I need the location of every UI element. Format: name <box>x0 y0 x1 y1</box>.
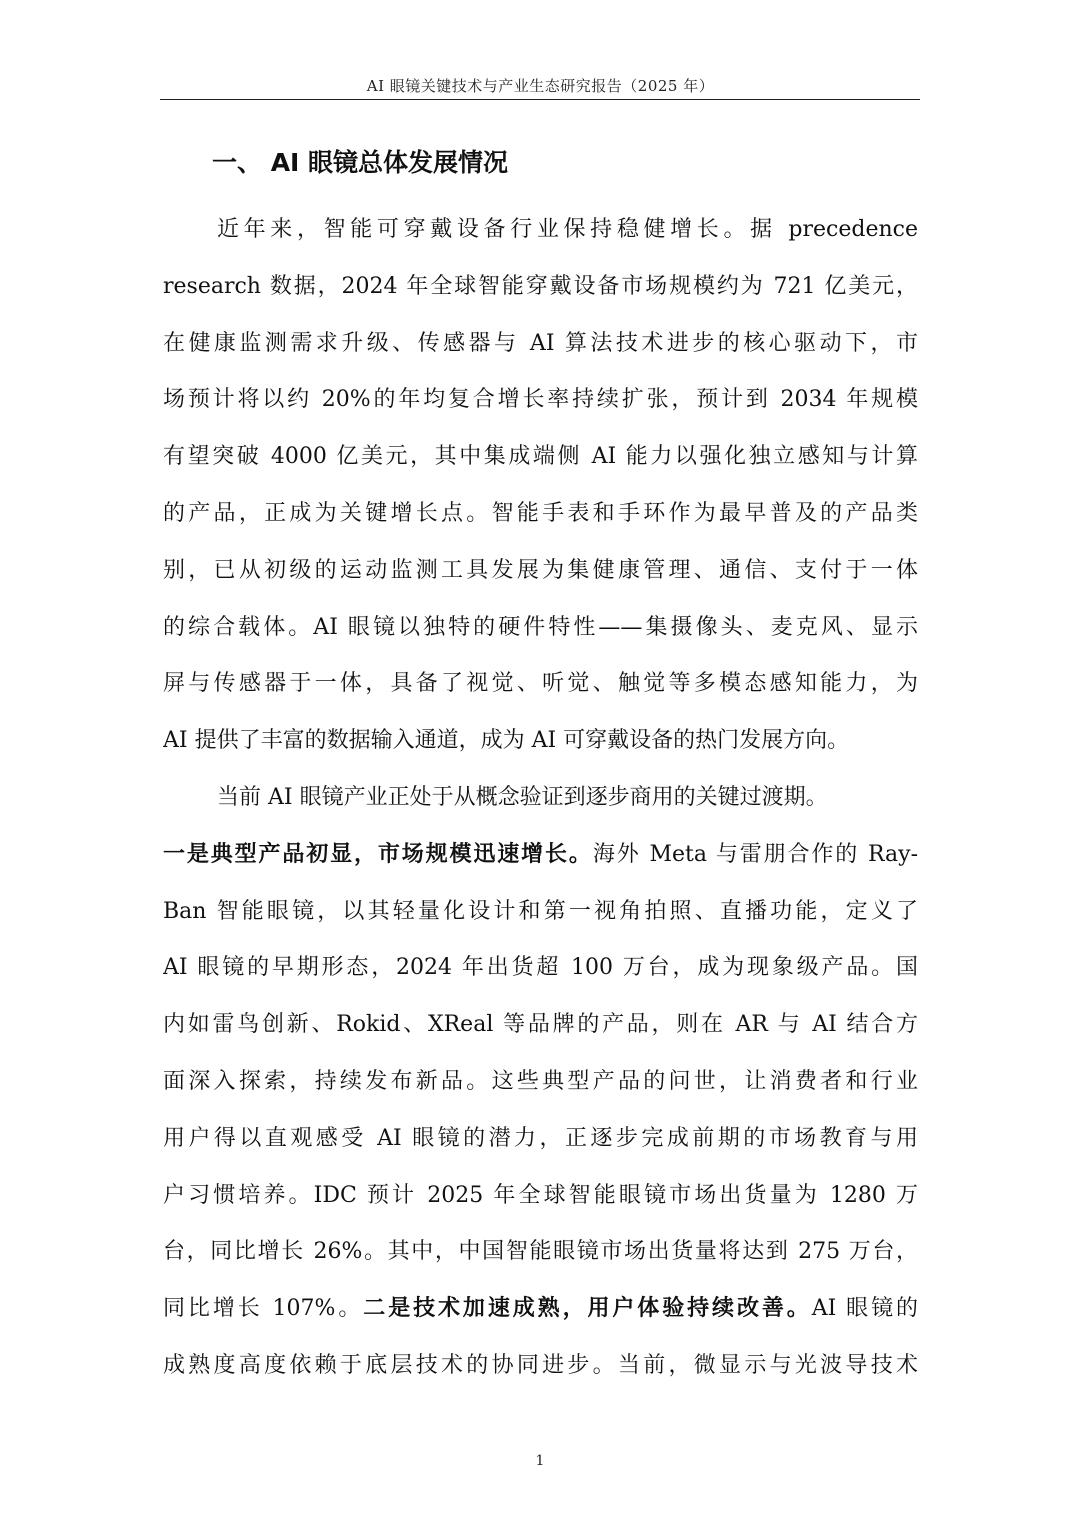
paragraph-line <box>163 827 918 884</box>
paragraph-line: research 数据，2024 年全球智能穿戴设备市场规模约为 721 亿美元， <box>163 273 918 299</box>
paragraph-line: 当前 AI 眼镜产业正处于从概念验证到逐步商用的关键过渡期。 <box>217 784 828 810</box>
body-text <box>163 202 918 1395</box>
paragraph-line: 成熟度高度依赖于底层技术的协同进步。当前，微显示与光波导技术 <box>163 1352 918 1378</box>
paragraph-line: 屏与传感器于一体，具备了视觉、听觉、触觉等多模态感知能力，为 <box>163 671 918 697</box>
paragraph-line: 的综合载体。AI 眼镜以独特的硬件特性——集摄像头、麦克风、显示 <box>163 614 918 640</box>
paragraph-line: 户习惯培养。IDC 预计 2025 年全球智能眼镜市场出货量为 1280 万 <box>163 1182 918 1208</box>
section-heading: 一、 AI 眼镜总体发展情况 <box>212 148 509 177</box>
paragraph-line: 近年来，智能可穿戴设备行业保持稳健增长。据 precedence <box>217 217 918 242</box>
paragraph-line: 面深入探索，持续发布新品。这些典型产品的问世，让消费者和行业 <box>163 1068 918 1094</box>
paragraph-line: 有望突破 4000 亿美元，其中集成端侧 AI 能力以强化独立感知与计算 <box>163 444 918 470</box>
paragraph-line: Ban 智能眼镜，以其轻量化设计和第一视角拍照、直播功能，定义了 <box>163 898 918 924</box>
header-divider <box>160 99 920 100</box>
page-number: 1 <box>535 1453 545 1469</box>
paragraph-line: 别，已从初级的运动监测工具发展为集健康管理、通信、支付于一体 <box>163 557 918 583</box>
paragraph-line: 的产品，正成为关键增长点。智能手表和手环作为最早普及的产品类 <box>163 500 918 526</box>
paragraph-line: AI 提供了丰富的数据输入通道，成为 AI 可穿戴设备的热门发展方向。 <box>163 728 850 754</box>
bold-lead-two: 二是技术加速成熟，用户体验持续改善。 <box>363 1296 812 1322</box>
paragraph-line: 台，同比增长 26%。其中，中国智能眼镜市场出货量将达到 275 万台， <box>163 1239 918 1265</box>
paragraph-line: AI 眼镜的早期形态，2024 年出货超 100 万台，成为现象级产品。国 <box>163 955 918 981</box>
paragraph-line: 在健康监测需求升级、传感器与 AI 算法技术进步的核心驱动下，市 <box>163 330 918 356</box>
running-header: AI 眼镜关键技术与产业生态研究报告（2025 年） <box>366 77 715 95</box>
line-text: 同比增长 107%。 <box>163 1296 364 1322</box>
bold-lead-one: 一是典型产品初显，市场规模迅速增长。 <box>163 841 593 867</box>
line-text: AI 眼镜的 <box>811 1296 918 1322</box>
paragraph-line: 内如雷鸟创新、Rokid、XReal 等品牌的产品，则在 AR 与 AI 结合方 <box>163 1012 918 1038</box>
paragraph-line: 场预计将以约 20%的年均复合增长率持续扩张，预计到 2034 年规模 <box>163 387 918 413</box>
paragraph-line <box>163 1281 918 1338</box>
paragraph-line: 用户得以直观感受 AI 眼镜的潜力，正逐步完成前期的市场教育与用 <box>163 1125 918 1151</box>
line-text: 海外 Meta 与雷朋合作的 Ray- <box>592 841 918 867</box>
